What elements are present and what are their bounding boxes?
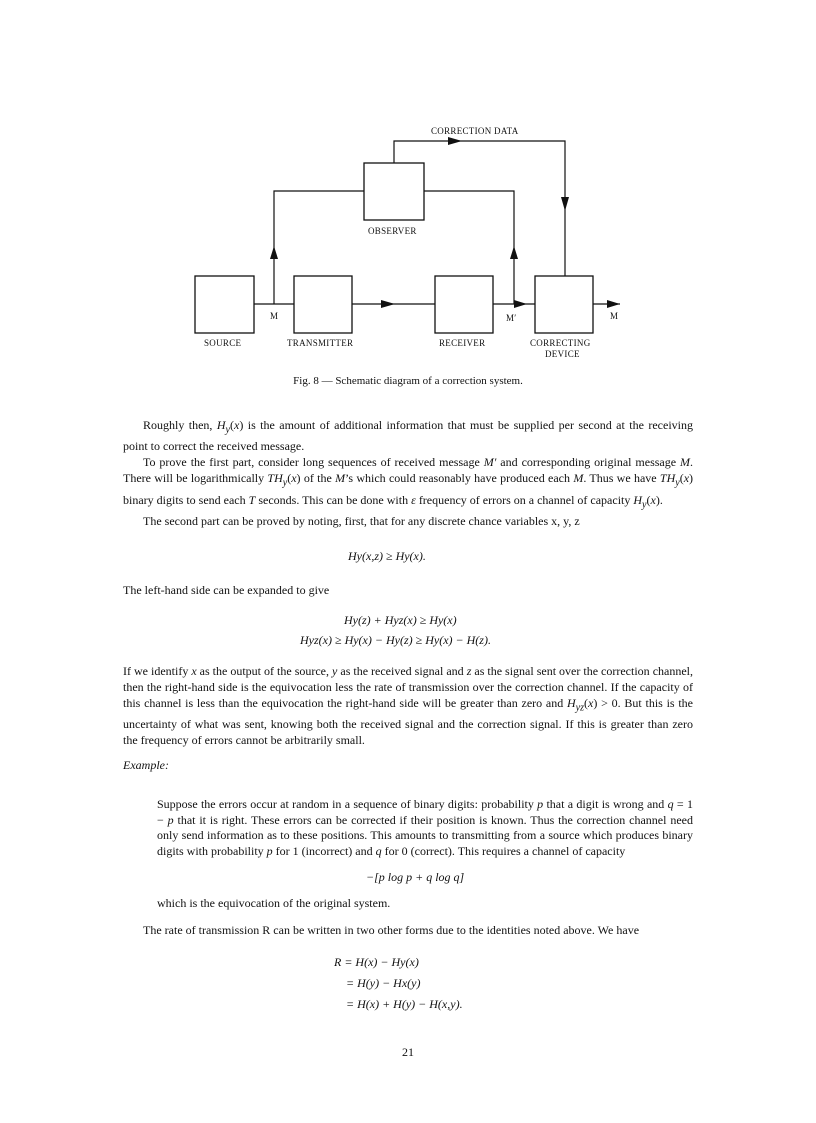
source-box: [195, 276, 254, 333]
transmitter-label: TRANSMITTER: [287, 338, 354, 348]
receiver-box: [435, 276, 493, 333]
up-arrow-left: [270, 246, 278, 259]
page-number: 21: [402, 1045, 414, 1059]
example-equation: −[p log p + q log q]: [366, 870, 465, 884]
up-arrow-right: [510, 246, 518, 259]
receiver-label: RECEIVER: [439, 338, 486, 348]
paragraph-5: If we identify x as the output of the source, y as the received signal and z as the signal sent over the correction channel, then the right-hand side is the equivocation less the rate of transmission over the correction channel. If the capacity of this channel is less than the equivocation the right-hand side will be greater than zero and $H_{yz}(x) > 0$. But this is the uncertainty of what was sent, knowing both the received signal and the correction signal. If this is greater than zero the frequency of errors cannot be arbitrarily small.: [123, 664, 694, 748]
equation-2-line-1: Hy(z) + Hyz(x) ≥ Hy(x): [344, 613, 457, 627]
correcting-device-box: [535, 276, 593, 333]
m-prime-label: M′: [506, 313, 517, 323]
m-label-left: M: [270, 311, 279, 321]
equation-1: Hy(x,z) ≥ Hy(x).: [348, 549, 426, 563]
source-label: SOURCE: [204, 338, 242, 348]
example-text: Suppose the errors occur at random in a sequence of binary digits: probability p that a digit is wrong and q = 1 − p that it is right. These errors can be corrected if their position is known. Thus the correction channel need only send information as to these positions. This amounts to transmitting from a source which produces binary digits with probability p for 1 (incorrect) and q for 0 (correct). This requires a channel of capacity: [157, 797, 693, 858]
equation-3-line-2: = H(y) − Hx(y): [346, 976, 421, 990]
paragraph-1: Roughly then, $H_y(x)$ is the amount of additional information that must be supplied per second at the receiving point to correct the received message.: [123, 418, 693, 454]
device-label: DEVICE: [545, 349, 580, 359]
paragraph-4: The left-hand side can be expanded to give: [123, 583, 330, 597]
paragraph-6: The rate of transmission R can be written in two other forms due to the identities noted above. We have: [143, 923, 640, 937]
channel-arrow: [381, 300, 395, 308]
correction-data-arrow: [448, 137, 462, 145]
receiver-output-arrow: [514, 300, 527, 308]
transmitter-box: [294, 276, 352, 333]
example-tail: which is the equivocation of the original system.: [157, 896, 391, 910]
correction-data-label: CORRECTION DATA: [431, 126, 519, 136]
paragraph-3: The second part can be proved by noting, first, that for any discrete chance variables x, y, z: [143, 514, 580, 529]
correcting-label: CORRECTING: [530, 338, 591, 348]
figure-caption: Fig. 8 — Schematic diagram of a correction system.: [293, 375, 523, 387]
paragraph-2: To prove the first part, consider long sequences of received message M′ and corresponding original message M. There will be logarithmically $TH_y(x)$ of the M’s which could reasonably have produced each M. Thus we have $TH_y(x)$ binary digits to send each T seconds. This can be done with ε frequency of errors on a channel of capacity $H_y(x)$.: [123, 455, 694, 511]
example-label: Example:: [123, 758, 169, 772]
equation-2-line-2: Hyz(x) ≥ Hy(x) − Hy(z) ≥ Hy(x) − H(z).: [300, 633, 491, 647]
m-label-right: M: [610, 311, 619, 321]
output-arrow: [607, 300, 620, 308]
correction-down-arrow: [561, 197, 569, 211]
correction-system-diagram: [0, 0, 816, 372]
observer-box: [364, 163, 424, 220]
body-text-top: [123, 417, 693, 529]
equation-3-line-3: = H(x) + H(y) − H(x,y).: [346, 997, 463, 1011]
observer-label: OBSERVER: [368, 226, 417, 236]
equation-3-line-1: R = H(x) − Hy(x): [334, 955, 419, 969]
